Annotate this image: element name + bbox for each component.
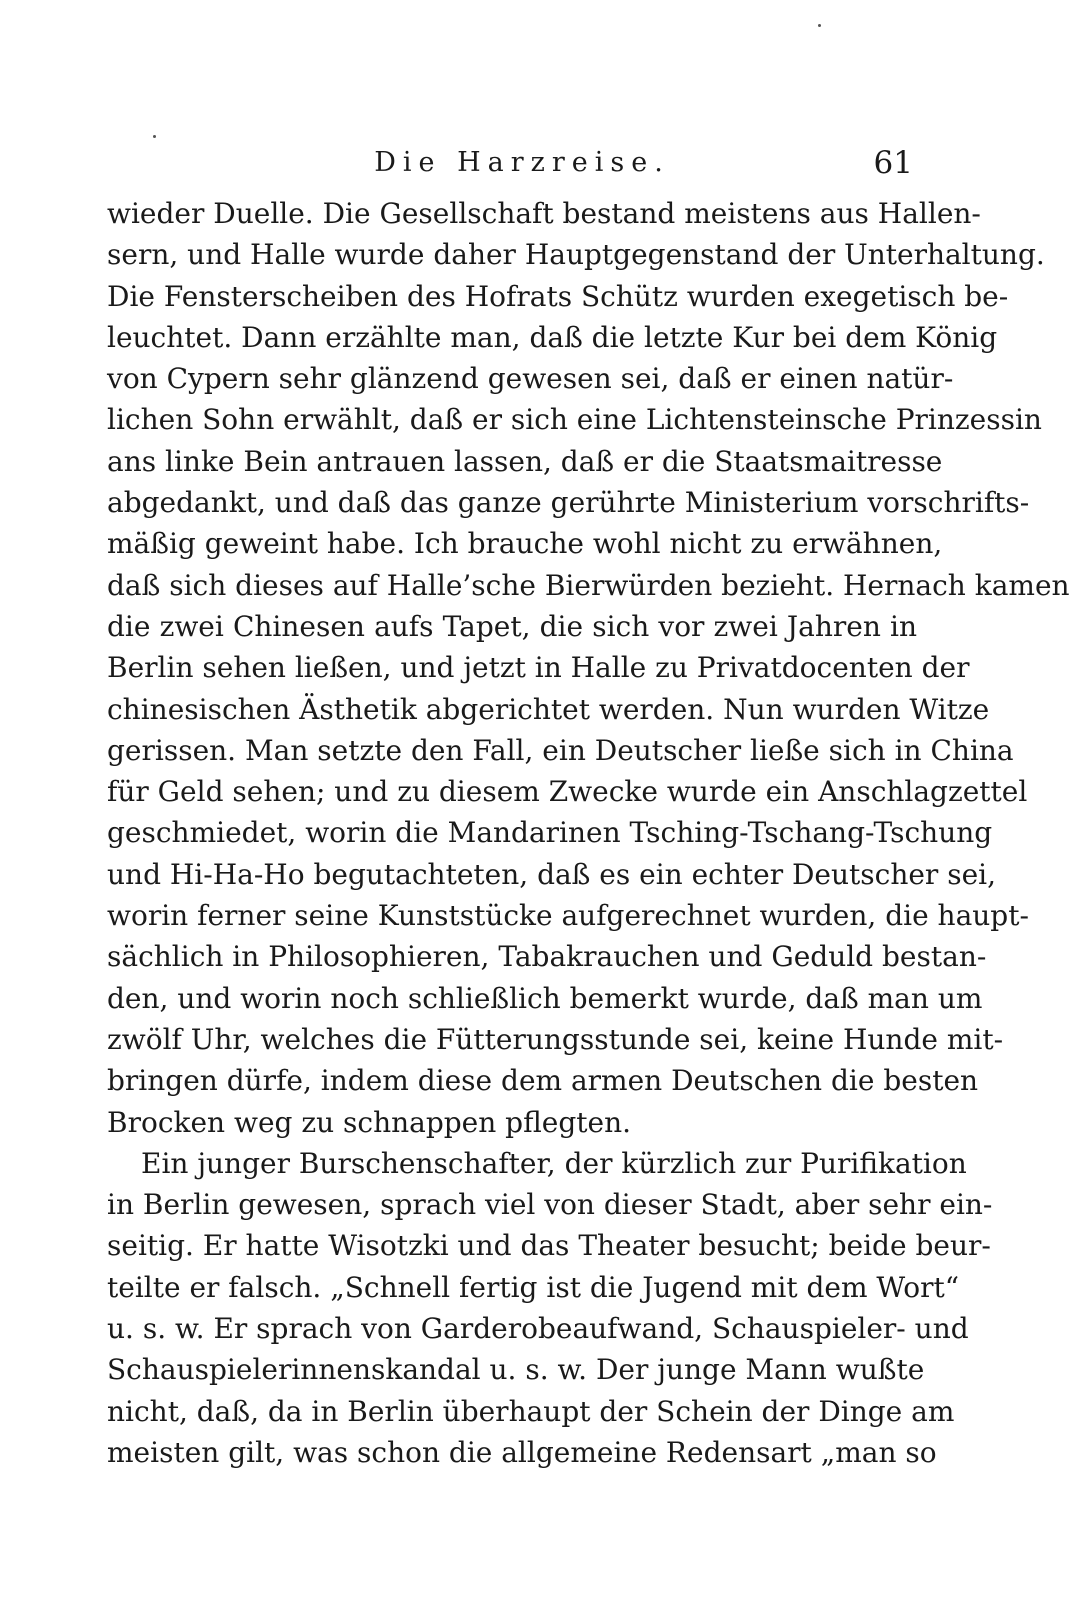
text-line: meisten gilt, was schon die allgemeine Redensart „man so (107, 1435, 937, 1469)
text-line: nicht, daß, da in Berlin überhaupt der Schein der Dinge am (107, 1394, 955, 1428)
text-line: Brocken weg zu schnappen pflegten. (107, 1105, 632, 1139)
text-line: in Berlin gewesen, sprach viel von dieser Stadt, aber sehr ein- (107, 1188, 993, 1222)
text-line: wieder Duelle. Die Gesellschaft bestand meistens aus Hallen- (107, 197, 981, 230)
text-line: Ein junger Burschenschafter, der kürzlich zur Purifikation (141, 1146, 967, 1180)
text-line: sächlich in Philosophieren, Tabakrauchen und Geduld bestan- (107, 940, 987, 974)
text-line: gerissen. Man setzte den Fall, ein Deutscher ließe sich in China (107, 733, 1014, 767)
text-line: sern, und Halle wurde daher Hauptgegenstand der Unterhaltung. (107, 238, 1045, 272)
text-line: Berlin sehen ließen, und jetzt in Halle zu Privatdocenten der (107, 651, 970, 685)
text-line: Die Fensterscheiben des Hofrats Schütz wurden exegetisch be- (107, 279, 1009, 313)
text-line: lichen Sohn erwählt, daß er sich eine Lichtensteinsche Prinzessin (107, 403, 1042, 437)
text-line: teilte er falsch. „Schnell fertig ist die Jugend mit dem Wort“ (107, 1270, 960, 1304)
print-speck (153, 135, 156, 138)
paragraph-2 (107, 1143, 993, 1473)
text-line: seitig. Er hatte Wisotzki und das Theater besucht; beide beur- (107, 1229, 991, 1263)
text-line: von Cypern sehr glänzend gewesen sei, daß er einen natür- (107, 362, 954, 396)
running-title: Die Harzreise. (374, 147, 670, 178)
text-line: abgedankt, und daß das ganze gerührte Ministerium vorschrifts- (107, 486, 1030, 520)
text-line: die zwei Chinesen aufs Tapet, die sich vor zwei Jahren in (107, 609, 917, 643)
text-line: leuchtet. Dann erzählte man, daß die letzte Kur bei dem König (107, 320, 998, 354)
text-line: geschmiedet, worin die Mandarinen Tsching-Tschang-Tschung (107, 816, 993, 850)
text-line: u. s. w. Er sprach von Garderobeaufwand, Schauspieler- und (107, 1312, 969, 1346)
body-text (107, 193, 1070, 1473)
print-speck (818, 24, 821, 27)
text-line: für Geld sehen; und zu diesem Zwecke wurde ein Anschlagzettel (107, 775, 1028, 809)
text-line: und Hi-Ha-Ho begutachteten, daß es ein echter Deutscher sei, (107, 857, 997, 891)
text-line: mäßig geweint habe. Ich brauche wohl nicht zu erwähnen, (107, 527, 943, 561)
paragraph-1 (107, 193, 1070, 1143)
text-line: den, und worin noch schließlich bemerkt wurde, daß man um (107, 981, 983, 1015)
text-line: daß sich dieses auf Halle’sche Bierwürden bezieht. Hernach kamen (107, 568, 1070, 602)
text-line: bringen dürfe, indem diese dem armen Deutschen die besten (107, 1064, 979, 1098)
text-line: worin ferner seine Kunststücke aufgerechnet wurden, die haupt- (107, 899, 1029, 933)
text-line: ans linke Bein antrauen lassen, daß er die Staatsmaitresse (107, 444, 943, 478)
page-number: 61 (873, 145, 913, 181)
text-line: Schauspielerinnenskandal u. s. w. Der junge Mann wußte (107, 1353, 925, 1387)
page-header (107, 145, 917, 185)
text-line: zwölf Uhr, welches die Fütterungsstunde sei, keine Hunde mit- (107, 1022, 1004, 1056)
text-line: chinesischen Ästhetik abgerichtet werden. Nun wurden Witze (107, 692, 990, 726)
